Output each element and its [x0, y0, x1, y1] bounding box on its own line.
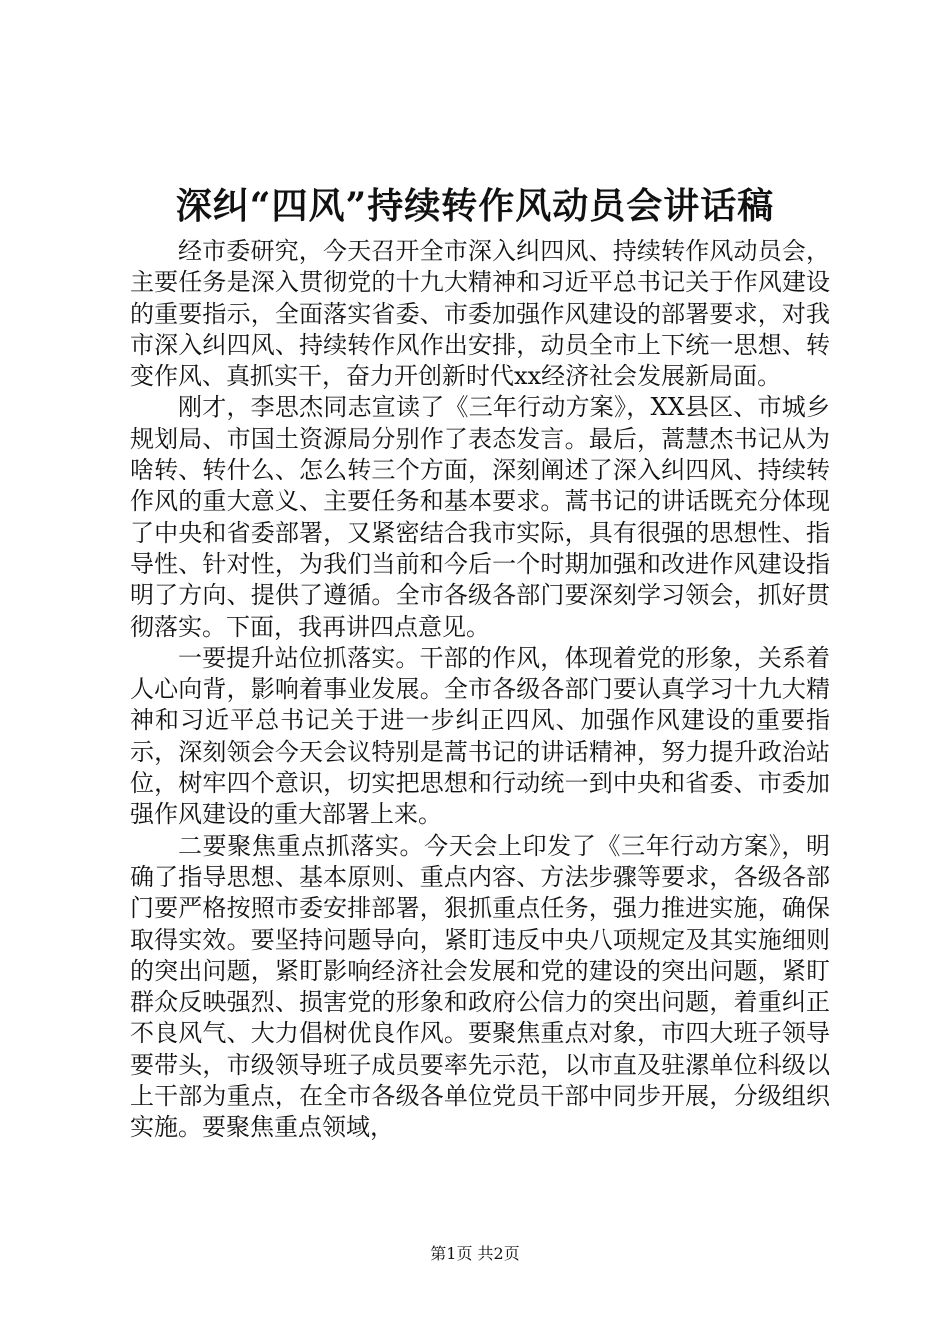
page-number: 第1页 共2页 [430, 1244, 520, 1263]
document-title: 深纠“四风”持续转作风动员会讲话稿 [175, 185, 775, 227]
paragraph-3: 一要提升站位抓落实。干部的作风，体现着党的形象，关系着人心向背，影响着事业发展。全市各级各部门要认真学习十九大精神和习近平总书记关于进一步纠正四风、加强作风建设的重要指示，深刻领会今天会议特别是蒿书记的讲话精神，努力提升政治站位，树牢四个意识，切实把思想和行动统一到中央和省委、市委加强作风建设的重大部署上来。 [130, 643, 830, 829]
document-body [130, 236, 830, 1144]
paragraph-2: 刚才，李思杰同志宣读了《三年行动方案》，XX县区、市城乡规划局、市国土资源局分别作了表态发言。最后，蒿慧杰书记从为啥转、转什么、怎么转三个方面，深刻阐述了深入纠四风、持续转作风的重大意义、主要任务和基本要求。蒿书记的讲话既充分体现了中央和省委部署，又紧密结合我市实际，具有很强的思想性、指导性、针对性，为我们当前和今后一个时期加强和改进作风建设指明了方向、提供了遵循。全市各级各部门要深刻学习领会，抓好贯彻落实。下面，我再讲四点意见。 [130, 393, 830, 641]
paragraph-1: 经市委研究，今天召开全市深入纠四风、持续转作风动员会，主要任务是深入贯彻党的十九大精神和习近平总书记关于作风建设的重要指示，全面落实省委、市委加强作风建设的部署要求，对我市深入纠四风、持续转作风作出安排，动员全市上下统一思想、转变作风、真抓实干，奋力开创新时代xx经济社会发展新局面。 [130, 237, 830, 391]
paragraph-4: 二要聚焦重点抓落实。今天会上印发了《三年行动方案》，明确了指导思想、基本原则、重点内容、方法步骤等要求，各级各部门要严格按照市委安排部署，狠抓重点任务，强力推进实施，确保取得实效。要坚持问题导向，紧盯违反中央八项规定及其实施细则的突出问题，紧盯影响经济社会发展和党的建设的突出问题，紧盯群众反映强烈、损害党的形象和政府公信力的突出问题，着重纠正不良风气、大力倡树优良作风。要聚焦重点对象，市四大班子领导要带头，市级领导班子成员要率先示范，以市直及驻漯单位科级以上干部为重点，在全市各级各单位党员干部中同步开展，分级组织实施。要聚焦重点领域， [130, 831, 830, 1142]
